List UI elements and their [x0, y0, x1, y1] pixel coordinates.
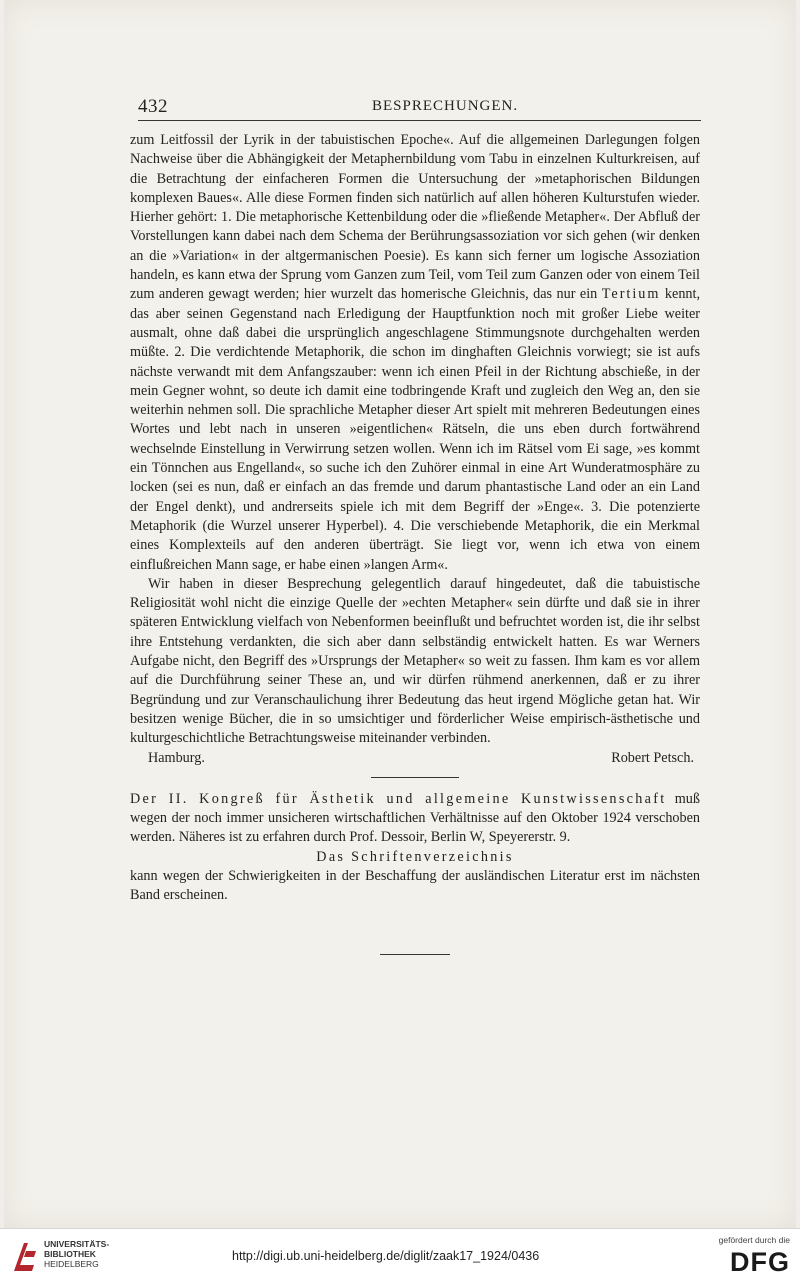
footer-bar: [0, 1228, 800, 1284]
library-name: UNIVERSITÄTS- BIBLIOTHEK HEIDELBERG: [44, 1239, 110, 1269]
divider: [380, 954, 450, 955]
article-body: [130, 131, 700, 955]
permalink[interactable]: http://digi.ub.uni-heidelberg.de/diglit/zaak17_1924/0436: [232, 1249, 540, 1263]
page-header: [138, 96, 701, 121]
page-number: 432: [138, 96, 168, 117]
author: Robert Petsch.: [611, 749, 694, 766]
funding-note: gefördert durch die: [718, 1235, 790, 1245]
dfg-logo: DFG: [730, 1247, 790, 1277]
paragraph: zum Leitfossil der Lyrik in der tabuistischen Epoche«. Auf die allgemeinen Darlegungen folgen Nachweise über die Abhängigkeit der Metaphernbildung vom Tabu in einzelnen Kulturkreisen, auf die Betrachtung der einfacheren Formen die Untersuchung der »metaphorischen Bildungen komplexen Baues«. Alle diese Formen finden sich natürlich auf allen höheren Kulturstufen wieder. Hierher gehört: 1. Die metaphorische Kettenbildung oder die »fließende Metapher«. Der Abfluß der Vorstellungen kann dabei nach dem Schema der Berührungsassoziation vor sich gehen (wir denken an die »Variation« in der altgermanischen Poesie). Es kann sich ferner um logische Assoziation handeln, es kann etwa der Sprung vom Ganzen zum Teil, vom Teil zum Ganzen oder von einem Teil zum anderen gewagt werden; hier wurzelt das homerische Gleichnis, das nur ein Tertium kennt, das aber seinen Gegenstand nach Erledigung der Hauptfunktion noch mit großer Liebe weiter ausmalt, ohne daß dabei die ursprünglich angeschlagene Stimmungsnote durchgehalten werden müßte. 2. Die verdichtende Metaphorik, die schon im dinghaften Gleichnis vorwiegt; sie ist aufs nächste verwandt mit dem Anfangszauber: wenn ich einen Pfeil in der Richtung abschieße, in der mein Gegner wohnt, so deute ich damit eine todbringende Kraft und zugleich den Weg an, den sie weiterhin nehmen soll. Die sprachliche Metapher dieser Art spielt mit mehreren Bedeutungen eines Wortes und lebt nach in unseren »eigentlichen« Rätseln, die uns eben durch fortwährend wechselnde Einstellung in Verwirrung setzen wollen. Wenn ich im Rätsel vom Ei sage, »es kommt ein Tönnchen aus Engelland«, so suche ich den Zuhörer einmal in eine Art Wunderatmosphäre zu locken (sei es nun, daß er einfach an das fremde und darum phantastische Land oder an ein Land der Engel denkt), und andrerseits spiele ich mit dem Begriff der »Enge«. 3. Die potenzierte Metaphorik (die Wurzel unserer Hyperbel). 4. Die verschiebende Metaphorik, die ein Merkmal eines Komplexteils auf den anderen überträgt. Sie liegt vor, wenn ich etwa von einem einflußreichen Mann sage, er habe einen »langen Arm«.: [130, 132, 700, 573]
spaced-word: Tertium: [601, 286, 661, 303]
divider: [371, 777, 459, 778]
paragraph: Wir haben in dieser Besprechung gelegentlich darauf hingedeutet, daß die tabuistische Religiosität wohl nicht die einzige Quelle der »echten Metapher« sein dürfte und daß sie in ihrer späteren Entwicklung vielfach von Nebenformen beeinflußt und befruchtet worden ist, die ihr selbst ihre Entstehung verdankten, die sich aber dann selbständig entwickelt hatten. Es war Werners Aufgabe nicht, den Begriff des »Ursprungs der Metapher« so weit zu fassen. Ihm kam es vor allem auf die Durchführung seiner These an, und wir dürfen rühmend anerkennen, daß er zu ihrer Begründung und zur Veranschaulichung ihrer Bedeutung das heut irgend Mögliche getan hat. Wir besitzen wenige Bücher, die in so umsichtiger und förderlicher Weise empirisch-ästhetische und kulturgeschichtliche Betrachtungsweise miteinander verbinden.: [130, 575, 700, 747]
notice-congress: Der II. Kongreß für Ästhetik und allgemeine Kunstwissenschaft muß wegen der noch immer unsicheren wirtschaftlichen Verhältnisse auf den Oktober 1924 verschoben werden. Näheres ist zu erfahren durch Prof. Dessoir, Berlin W, Speyererstr. 9.: [130, 790, 700, 846]
notice-index: kann wegen der Schwierigkeiten in der Beschaffung der ausländischen Literatur erst im nächsten Band erscheinen.: [130, 867, 700, 904]
notice-heading: Das Schriftenverzeichnis: [316, 848, 514, 865]
signature-line: [130, 749, 700, 768]
running-head: BESPRECHUNGEN.: [372, 98, 519, 114]
place: Hamburg.: [148, 749, 205, 766]
notice-heading: Der II. Kongreß für Ästhetik und allgemeine Kunstwissenschaft: [130, 790, 667, 807]
library-logo-icon: [10, 1237, 40, 1277]
